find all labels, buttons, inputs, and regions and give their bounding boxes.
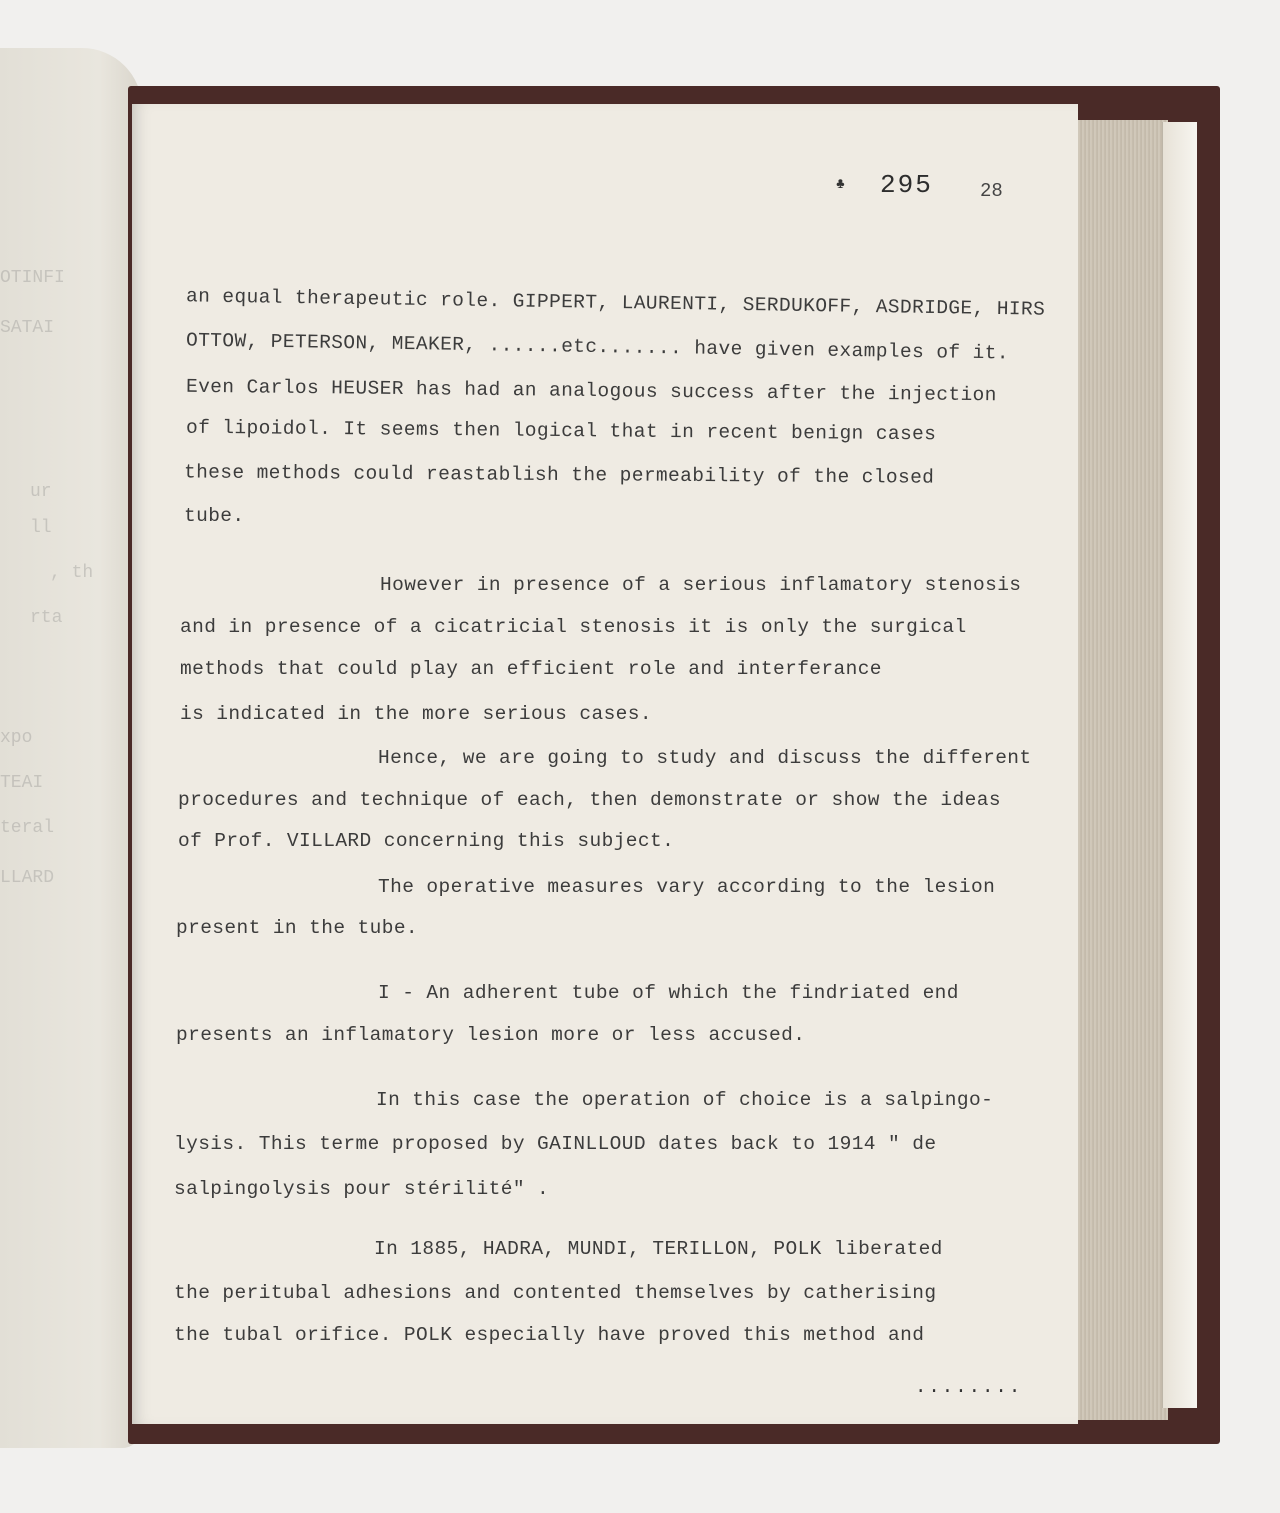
text-line: methods that could play an efficient role and interferance	[180, 658, 882, 680]
flyleaf	[1162, 122, 1197, 1408]
stamp-number: 295	[880, 170, 933, 200]
text-line: In 1885, HADRA, MUNDI, TERILLON, POLK liberated	[374, 1238, 943, 1260]
text-line: of Prof. VILLARD concerning this subject.	[178, 830, 675, 852]
text-line: The operative measures vary according to the lesion	[378, 876, 996, 898]
page-number: 28	[980, 180, 1003, 202]
continuation-dots: ........	[915, 1376, 1023, 1398]
facing-page-bleedthrough: OTINFI SATAI ur ll , th rta xpo TEAI teral LLARD	[0, 268, 94, 888]
text-line: Even Carlos HEUSER has had an analogous success after the injection	[185, 375, 997, 407]
text-line: is indicated in the more serious cases.	[180, 703, 652, 725]
text-line: tube.	[184, 505, 245, 527]
text-line: I - An adherent tube of which the findriated end	[378, 982, 959, 1004]
text-line: However in presence of a serious inflamatory stenosis	[380, 574, 1022, 596]
text-line: presents an inflamatory lesion more or less accused.	[176, 1024, 806, 1046]
stamp-mark: ♣	[836, 176, 846, 193]
text-line: lysis. This terme proposed by GAINLLOUD dates back to 1914 " de	[174, 1133, 937, 1155]
text-line: In this case the operation of choice is a salpingo-	[376, 1089, 994, 1111]
text-line: and in presence of a cicatricial stenosis it is only the surgical	[180, 616, 967, 638]
text-line: the tubal orifice. POLK especially have proved this method and	[174, 1324, 925, 1346]
text-line: these methods could reastablish the permeability of the closed	[183, 461, 935, 489]
text-line: procedures and technique of each, then demonstrate or show the ideas	[178, 789, 1001, 811]
text-line: present in the tube.	[176, 917, 419, 939]
text-line: OTTOW, PETERSON, MEAKER, ......etc....... have given examples of it.	[185, 329, 1010, 365]
text-line: an equal therapeutic role. GIPPERT, LAURENTI, SERDUKOFF, ASDRIDGE, HIRS	[185, 285, 1046, 321]
text-line: salpingolysis pour stérilité" .	[174, 1178, 550, 1200]
text-line: the peritubal adhesions and contented themselves by catherising	[174, 1282, 937, 1304]
text-line: Hence, we are going to study and discuss the different	[378, 747, 1032, 769]
text-line: of lipoidol. It seems then logical that in recent benign cases	[185, 416, 937, 446]
